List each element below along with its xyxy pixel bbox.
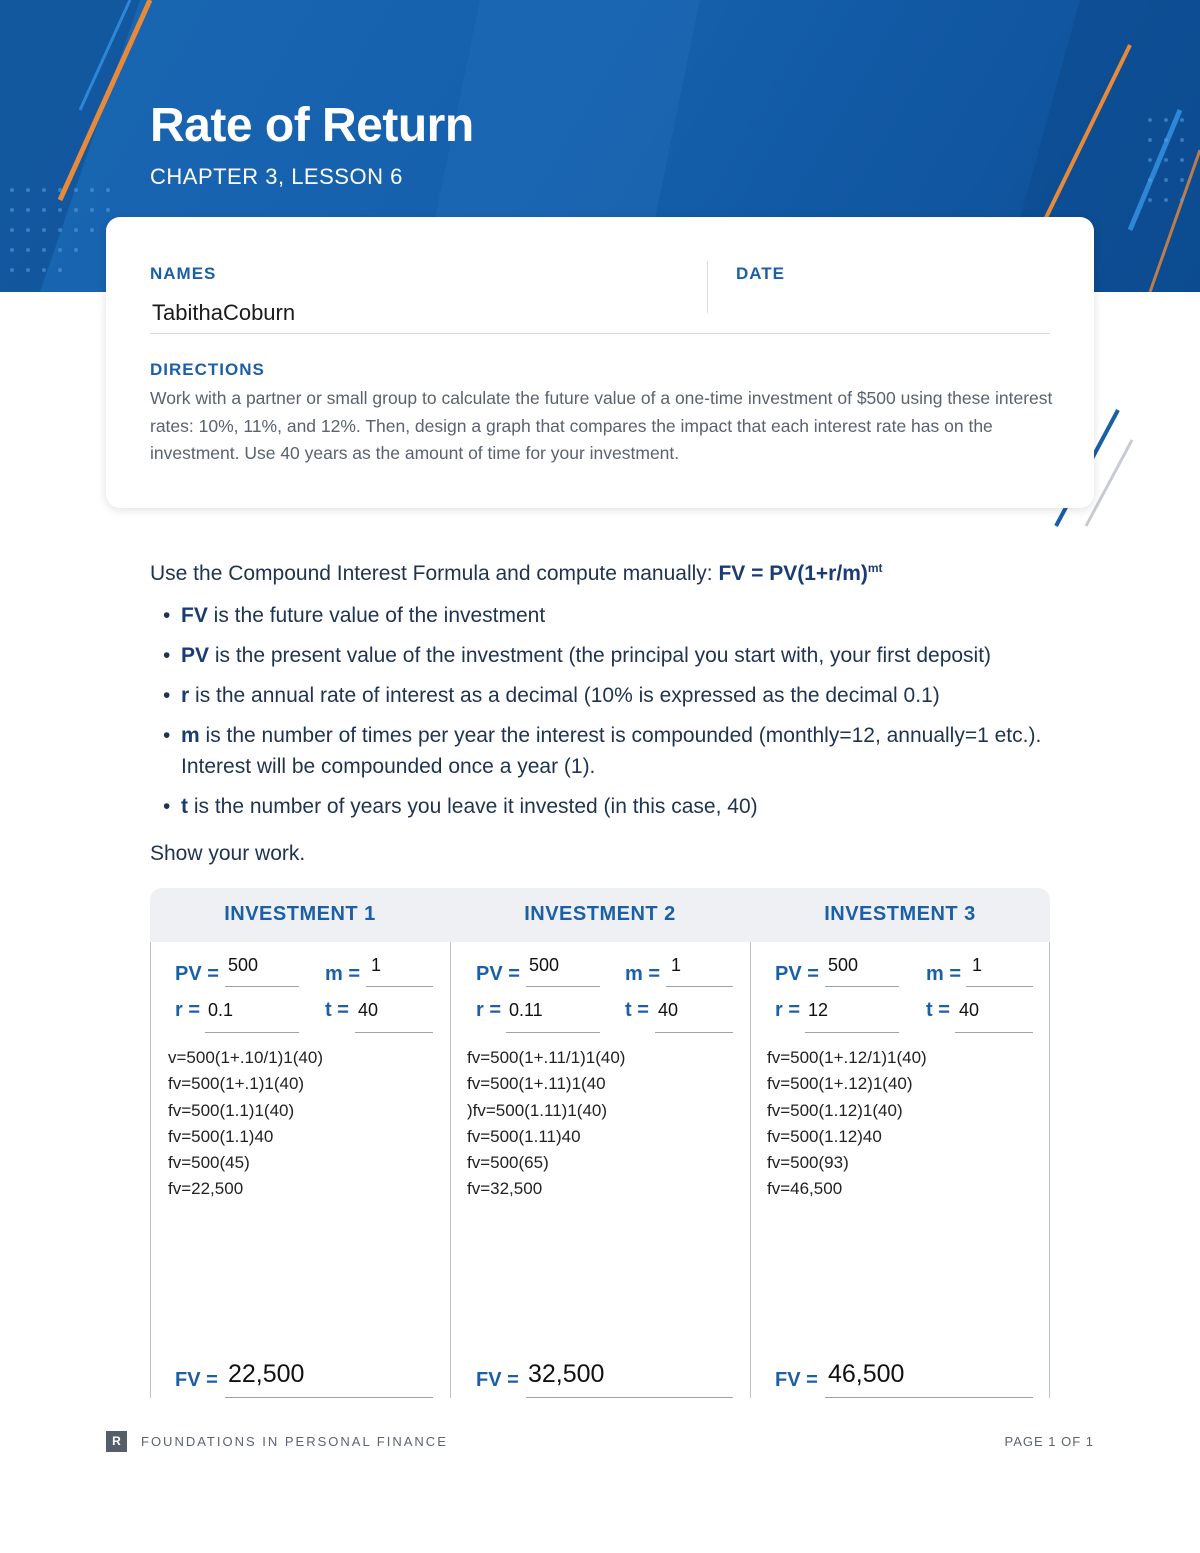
pv-input[interactable]: 500 — [828, 955, 859, 975]
pv-label: PV = — [175, 963, 219, 985]
term: r — [181, 684, 190, 707]
m-input[interactable]: 1 — [972, 955, 983, 975]
definition: is the present value of the investment (the principal you start with, your first deposit) — [209, 644, 992, 667]
list-item — [163, 640, 1063, 671]
pv-input[interactable]: 500 — [529, 955, 560, 975]
directions-text: Work with a partner or small group to calculate the future value of a one-time investment of $500 using these interest rates: 10%, 11%, and 12%. Then, design a graph that compares the impact that each interest rate has on the investment. Use 40 years as the amount of time for your investment. — [150, 388, 1053, 463]
info-card — [106, 217, 1094, 508]
investment-2-title: INVESTMENT 2 — [524, 903, 676, 925]
fv-label: FV = — [775, 1369, 818, 1391]
definition: is the future value of the investment — [207, 604, 546, 627]
investment-3-column — [750, 942, 1050, 1398]
r-label: r = — [775, 999, 801, 1021]
r-underline — [506, 1032, 600, 1033]
formula-expression: FV = PV(1+r/m) — [718, 562, 868, 585]
pv-underline — [825, 986, 899, 987]
pv-label: PV = — [476, 963, 520, 985]
work-area[interactable]: fv=500(1+.12/1)1(40) fv=500(1+.12)1(40) fv=500(1.12)1(40) fv=500(1.12)40 fv=500(93) fv=46,500 — [767, 1048, 927, 1199]
fv-input[interactable]: 46,500 — [828, 1360, 905, 1388]
list-item — [163, 791, 1063, 822]
term: PV — [181, 644, 210, 667]
fv-input[interactable]: 32,500 — [528, 1360, 605, 1388]
formula-exponent: mt — [867, 561, 883, 575]
brand-logo: R — [106, 1431, 127, 1452]
page-title: Rate of Return — [150, 99, 474, 152]
t-label: t = — [926, 999, 950, 1021]
m-underline — [966, 986, 1033, 987]
t-input[interactable]: 40 — [358, 1000, 379, 1020]
names-label: NAMES — [150, 264, 217, 283]
r-underline — [205, 1032, 299, 1033]
t-underline — [955, 1032, 1033, 1033]
r-label: r = — [476, 999, 502, 1021]
pv-underline — [225, 986, 299, 987]
fv-underline — [526, 1397, 733, 1398]
formula-intro — [150, 561, 883, 586]
investment-1-column — [150, 942, 450, 1398]
definition: is the number of times per year the interest is compounded (monthly=12, annually=1 etc.). Interest will be compounded once a year (1). — [181, 724, 1042, 778]
fv-underline — [825, 1397, 1033, 1398]
directions-label: DIRECTIONS — [150, 360, 265, 379]
list-item — [163, 680, 1063, 711]
t-input[interactable]: 40 — [959, 1000, 980, 1020]
m-label: m = — [926, 963, 962, 985]
work-area[interactable]: v=500(1+.10/1)1(40) fv=500(1+.1)1(40) fv=500(1.1)1(40) fv=500(1.1)40 fv=500(45) fv=22,500 — [168, 1048, 323, 1199]
list-item — [163, 600, 1063, 631]
formula-intro-text: Use the Compound Interest Formula and compute manually: — [150, 562, 719, 585]
list-item — [163, 720, 1063, 782]
m-label: m = — [325, 963, 361, 985]
investment-1-title: INVESTMENT 1 — [224, 903, 376, 925]
r-input[interactable]: 0.11 — [509, 1000, 543, 1020]
r-input[interactable]: 12 — [808, 1000, 829, 1020]
r-input[interactable]: 0.1 — [208, 1000, 234, 1020]
r-label: r = — [175, 999, 201, 1021]
page-number: PAGE 1 OF 1 — [1004, 1434, 1094, 1449]
date-label: DATE — [736, 264, 786, 283]
t-underline — [655, 1032, 733, 1033]
work-area[interactable]: fv=500(1+.11/1)1(40) fv=500(1+.11)1(40 )fv=500(1.11)1(40) fv=500(1.11)40 fv=500(65) fv=32,500 — [467, 1048, 626, 1199]
footer-publication: FOUNDATIONS IN PERSONAL FINANCE — [141, 1434, 448, 1449]
date-field[interactable] — [736, 300, 1036, 328]
m-label: m = — [625, 963, 661, 985]
term: t — [181, 795, 188, 818]
t-underline — [355, 1032, 433, 1033]
m-input[interactable]: 1 — [371, 955, 382, 975]
term: m — [181, 724, 200, 747]
definition: is the annual rate of interest as a decimal (10% is expressed as the decimal 0.1) — [189, 684, 940, 707]
definition-list — [163, 600, 1063, 831]
m-underline — [666, 986, 733, 987]
fv-label: FV = — [476, 1369, 519, 1391]
field-divider — [707, 261, 708, 313]
t-label: t = — [625, 999, 649, 1021]
t-label: t = — [325, 999, 349, 1021]
investment-2-column — [450, 942, 750, 1398]
m-underline — [366, 986, 433, 987]
card-divider — [150, 333, 1050, 334]
fv-input[interactable]: 22,500 — [228, 1360, 305, 1388]
show-work-prompt: Show your work. — [150, 842, 306, 865]
pv-input[interactable]: 500 — [228, 955, 259, 975]
t-input[interactable]: 40 — [658, 1000, 679, 1020]
page-subtitle: CHAPTER 3, LESSON 6 — [150, 164, 403, 189]
pv-underline — [526, 986, 600, 987]
fv-underline — [225, 1397, 433, 1398]
m-input[interactable]: 1 — [671, 955, 682, 975]
r-underline — [805, 1032, 899, 1033]
names-field[interactable]: TabithaCoburn — [152, 300, 296, 325]
investment-3-title: INVESTMENT 3 — [824, 903, 976, 925]
fv-label: FV = — [175, 1369, 218, 1391]
pv-label: PV = — [775, 963, 819, 985]
term: FV — [181, 604, 208, 627]
definition: is the number of years you leave it invested (in this case, 40) — [188, 795, 758, 818]
